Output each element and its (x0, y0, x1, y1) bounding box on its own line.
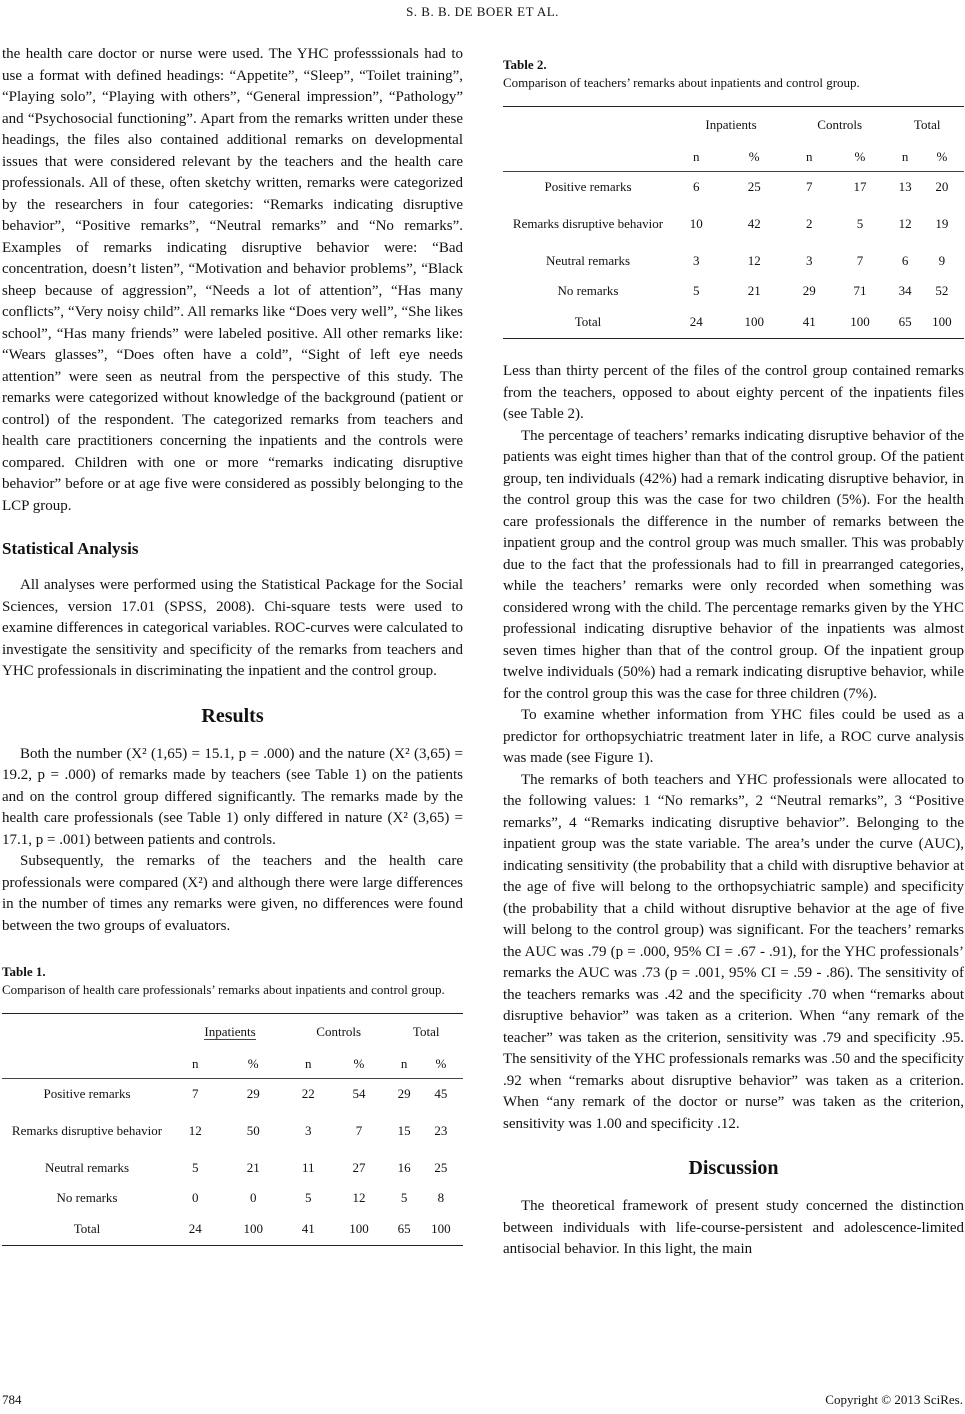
table-cell: 52 (935, 283, 949, 298)
col-group-total: Total (913, 117, 941, 132)
table-cell: 29 (397, 1086, 411, 1101)
table-cell: 19 (935, 216, 949, 231)
col-n: n (389, 1050, 418, 1079)
paragraph: Less than thirty percent of the files of the control group contained remarks from the teachers, opposed to about eighty percent of the inpatients files (see Table 2). (503, 363, 964, 422)
table-row (503, 276, 964, 306)
paragraph: the health care doctor or nurse were used. The YHC professsionals had to use a format with defined headings: “Appetite”, “Sleep”, “Toilet training”, “Playing solo”, “Playing with others”, “General impression”, “Pathology” and “Psychosocial functioning”. Apart from the remarks written under these headings, the files also contained additional remarks on developmental issues that were considered relevant by the teachers and the health care professionals. All of these, often sketchy written, remarks were categorized by the researchers in four categories: “Remarks indicating disruptive behavior”, “Positive remarks”, “Neutral remarks” and “No remarks”. Examples of remarks indicating disruptive behavior were: “Bad concentration, doesn’t listen”, “Motivation and behavior problems”, “Black sheep because of aggression”, “Needs a lot of attention”, “Has many conflicts”, “Very noisy child”. All remarks like “Does very well”, “She likes school”, “Has many friends” were labeled positive. All other remarks like: “Wears glasses”, “Does often have a cold”, “Sight of left eye needs attention” were seen as neutral from the perspective of this study. The remarks were categorized without knowledge of the background (patient or control) of the respondent. The categorized remarks from teachers and health care practitioners concerning the inpatients and the controls were compared. Children with one or more “remarks indicating disruptive behavior” before or at age five were considered as possibly belonging to the LCP group. (2, 46, 463, 514)
table1-label: Table 1. (2, 964, 46, 979)
table-row (503, 202, 964, 246)
table-cell: 100 (218, 1213, 288, 1246)
paragraph: Subsequently, the remarks of the teachers and the health care professionals were compared (X²) and although there were large differences in the number of times any remarks were given, no differences were found between the two groups of evaluators. (2, 853, 463, 934)
col-pct: % (218, 1050, 288, 1079)
table-cell: 8 (437, 1190, 445, 1205)
table-cell: 7 (355, 1123, 363, 1138)
table-row (2, 1183, 463, 1213)
table2-caption-text: Comparison of teachers’ remarks about inpatients and control group. (503, 75, 860, 90)
table-cell: 23 (434, 1123, 448, 1138)
table-cell: 25 (747, 179, 761, 194)
table-cell: 3 (305, 1123, 312, 1138)
col-n: n (673, 143, 719, 172)
table-cell: 10 (689, 216, 703, 231)
paragraph: The percentage of teachers’ remarks indicating disruptive behavior of the patients was eight times higher than that of the control group. Of the patient group, ten individuals (42%) had a remark indicating disruptive behavior, in the control group this was the case for two children (5%). For the health care professionals the difference in the number of remarks between the inpatient group and the control group was much smaller. This was probably due to the fact that the professionals had to fill in prearranged categories, while the teachers’ remarks were only recorded when something was considered wrong with the child. The percentage remarks given by the YHC professional indicating disruptive behavior of the inpatients was almost seven times higher than that of the control group. Of the inpatient group twelve individuals (50%) had a remark indicating disruptive behavior, while for the control group this was the case for three children (7%). (503, 427, 964, 702)
section-heading-discussion: Discussion (688, 1157, 779, 1179)
table-cell: 100 (419, 1213, 463, 1246)
table-cell: 22 (301, 1086, 315, 1101)
col-n: n (172, 1050, 218, 1079)
table-cell: 0 (191, 1190, 199, 1205)
row-label: Remarks disruptive behavior (11, 1123, 163, 1138)
table-cell: 12 (747, 253, 761, 268)
table-cell: 24 (172, 1213, 218, 1246)
table1 (2, 1013, 463, 1246)
col-group-controls: Controls (817, 117, 863, 132)
col-pct: % (329, 1050, 390, 1079)
table-cell: 7 (856, 253, 864, 268)
section-heading-results: Results (201, 704, 264, 727)
table-cell: 65 (890, 306, 919, 339)
copyright: Copyright © 2013 SciRes. (825, 1392, 963, 1407)
col-n: n (890, 143, 919, 172)
table-cell: 11 (302, 1160, 315, 1175)
table-cell: 21 (747, 283, 761, 298)
table-cell: 25 (434, 1160, 448, 1175)
table-cell: 50 (246, 1123, 260, 1138)
paragraph: To examine whether information from YHC files could be used as a predictor for orthopsychiatric treatment later in life, a ROC curve analysis was made (see Figure 1). (503, 707, 964, 766)
right-column (503, 44, 964, 1261)
table-cell: 12 (898, 216, 912, 231)
table-cell: 41 (789, 306, 830, 339)
table2-label: Table 2. (503, 57, 547, 72)
table2 (503, 106, 964, 339)
table-cell: 29 (802, 283, 816, 298)
table-cell: 5 (191, 1160, 199, 1175)
table-cell: 21 (246, 1160, 260, 1175)
table-cell: 3 (806, 253, 813, 268)
row-label: Positive remarks (544, 179, 632, 194)
table-cell: 5 (856, 216, 864, 231)
table-cell: 41 (288, 1213, 329, 1246)
table-cell: 27 (352, 1160, 366, 1175)
table-row (503, 172, 964, 203)
paragraph: The theoretical framework of present study concerned the distinction between individuals with life-course-persistent and adolescence-limited antisocial behavior. In this light, the main (503, 1198, 964, 1257)
table-cell: 29 (246, 1086, 260, 1101)
table-cell: 54 (352, 1086, 366, 1101)
table-cell: 5 (305, 1190, 312, 1205)
paragraph: Both the number (X² (1,65) = 15.1, p = .000) and the nature (X² (3,65) = 19.2, p = .000) of remarks made by teachers (see Table 1) on the patients and on the control group differed significantly. The remarks made by the health care professionals (see Table 1) only differed in nature (X² (3,65) = 17.1, p = .001) between patients and controls. (2, 745, 463, 848)
table-cell: 7 (806, 179, 813, 194)
table-cell: 5 (400, 1190, 408, 1205)
col-group-inpatients: Inpatients (204, 1024, 256, 1039)
table-cell: 17 (853, 179, 867, 194)
col-pct: % (419, 1050, 463, 1079)
table-cell: 45 (434, 1086, 448, 1101)
row-label: Neutral remarks (44, 1160, 130, 1175)
table-row (2, 1213, 463, 1246)
table-row (503, 306, 964, 339)
table-cell: 15 (397, 1123, 411, 1138)
table1-caption (2, 963, 463, 999)
table-row (2, 1079, 463, 1110)
table-cell: 100 (329, 1213, 390, 1246)
table-cell: 0 (249, 1190, 257, 1205)
table-cell: 13 (898, 179, 912, 194)
running-head: S. B. B. DE BOER ET AL. (406, 4, 559, 19)
table-cell: 16 (397, 1160, 411, 1175)
table-cell: 6 (692, 179, 700, 194)
row-label: Total (503, 306, 673, 339)
table-row (503, 246, 964, 276)
col-n: n (288, 1050, 329, 1079)
table-cell: 12 (352, 1190, 366, 1205)
table-cell: 6 (901, 253, 909, 268)
left-column (2, 44, 463, 1246)
row-label: Total (2, 1213, 172, 1246)
table-cell: 3 (692, 253, 700, 268)
table-cell: 24 (673, 306, 719, 339)
row-label: Neutral remarks (545, 253, 631, 268)
table-row (2, 1153, 463, 1183)
row-label: No remarks (557, 283, 619, 298)
table-cell: 34 (898, 283, 912, 298)
col-pct: % (920, 143, 964, 172)
section-heading-statistical-analysis: Statistical Analysis (2, 539, 139, 558)
table-cell: 9 (938, 253, 946, 268)
table-cell: 5 (692, 283, 700, 298)
table-cell: 2 (806, 216, 813, 231)
table-cell: 12 (188, 1123, 202, 1138)
row-label: Positive remarks (43, 1086, 131, 1101)
table-cell: 20 (935, 179, 949, 194)
col-n: n (789, 143, 830, 172)
table-cell: 71 (853, 283, 867, 298)
table2-caption (503, 56, 964, 92)
table-cell: 42 (747, 216, 761, 231)
table-cell: 65 (389, 1213, 418, 1246)
table-row (2, 1109, 463, 1153)
row-label: Remarks disruptive behavior (512, 216, 664, 231)
paragraph: The remarks of both teachers and YHC professionals were allocated to the following values: 1 “No remarks”, 2 “Neutral remarks”, 3 “Positive remarks”, 4 “Remarks indicating disruptive behavior”. Belonging to the inpatient group was the state variable. The area’s under the curve (AUC), indicating sensitivity (the probability that a child with disruptive behavior at the age of five will belong to the orthopsychiatric sample) and specificity (the probability that a child without disruptive behavior at the age of five will belong to the control group) was significant. For the teachers’ remarks the AUC was .79 (p = .000, 95% CI = .67 - .91), for the YHC professionals’ remarks the AUC was .73 (p = .001, 95% CI = .59 - .86). The sensitivity of the teachers remarks was .42 and the specificity .70 when “remarks about disruptive behavior” was taken as a criterion. When “any remark of the teacher” was taken as the criterion, sensitivity was .79 and specificity .95. The sensitivity of the YHC professionals remarks was .50 and the specificity .92 when “remarks about disruptive behavior” was taken as a criterion. When “any remark of the doctor or nurse” was taken as the criterion, sensitivity was 1.00 and specificity .12. (503, 771, 964, 1132)
row-label: No remarks (56, 1190, 118, 1205)
col-pct: % (719, 143, 789, 172)
paragraph: All analyses were performed using the Statistical Package for the Social Sciences, version 17.01 (SPSS, 2008). Chi-square tests were used to examine differences in categorical variables. ROC-curves were calculated to investigate the sensitivity and specificity of the remarks from teachers and YHC professionals in discriminating the inpatient and the control group. (2, 577, 463, 679)
col-group-total: Total (412, 1024, 440, 1039)
table1-caption-text: Comparison of health care professionals’ remarks about inpatients and control group. (2, 982, 445, 997)
table-cell: 100 (719, 306, 789, 339)
col-group-inpatients: Inpatients (705, 117, 757, 132)
col-pct: % (830, 143, 891, 172)
table-cell: 7 (191, 1086, 199, 1101)
col-group-controls: Controls (316, 1024, 362, 1039)
page-number: 784 (2, 1392, 22, 1407)
table-cell: 100 (920, 306, 964, 339)
table-cell: 100 (830, 306, 891, 339)
